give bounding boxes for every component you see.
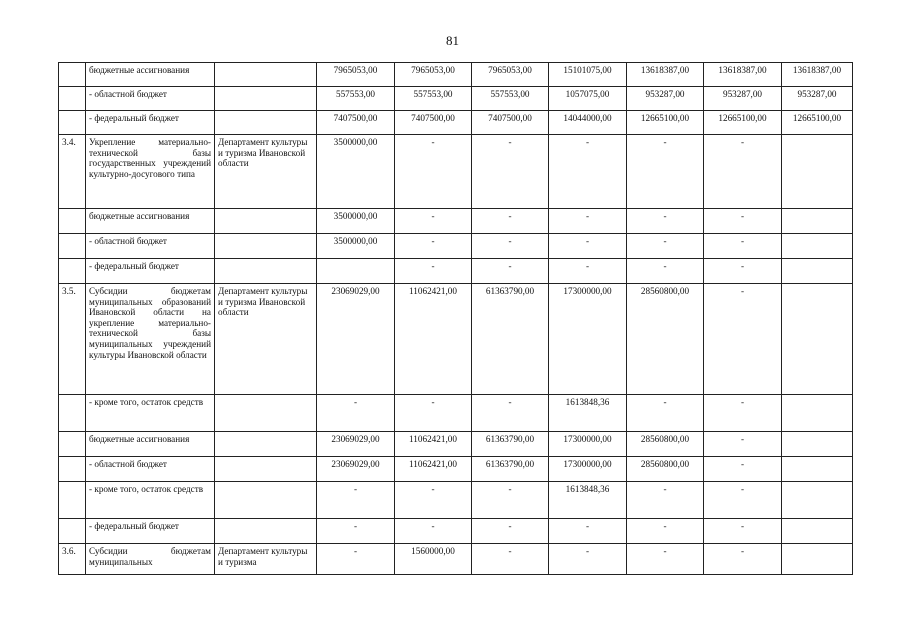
row-number-cell [59,457,86,482]
amount-cell [782,544,853,575]
section-row-35 [59,284,853,395]
amount-cell: 1613848,36 [549,395,627,432]
amount-cell [782,234,853,259]
amount-cell: - [549,135,627,209]
description-cell: - кроме того, остаток средств [86,482,215,519]
amount-cell: - [472,519,549,544]
amount-cell: 28560800,00 [627,432,704,457]
amount-cell: 17300000,00 [549,457,627,482]
description-cell: Укрепление материально-технической базы государственных учреждений культурно-досугового типа [86,135,215,209]
amount-cell: 3500000,00 [317,234,395,259]
description-cell: - областной бюджет [86,87,215,111]
description-cell: - федеральный бюджет [86,111,215,135]
row-number-cell [59,111,86,135]
description-cell: Субсидии бюджетам муниципальных образований Ивановской области на укрепление материально-технической базы муниципальных учреждений культуры Ивановской области [86,284,215,395]
amount-cell: - [704,432,782,457]
amount-cell: 7407500,00 [395,111,472,135]
table-row [59,234,853,259]
amount-cell: - [317,395,395,432]
amount-cell [782,284,853,395]
amount-cell: 3500000,00 [317,135,395,209]
description-cell: бюджетные ассигнования [86,432,215,457]
amount-cell: - [627,482,704,519]
amount-cell: 1613848,36 [549,482,627,519]
amount-cell: 11062421,00 [395,432,472,457]
amount-cell: - [549,234,627,259]
row-number-cell [59,63,86,87]
amount-cell: - [627,519,704,544]
amount-cell: - [704,209,782,234]
row-number-cell [59,395,86,432]
amount-cell: - [549,544,627,575]
amount-cell: 17300000,00 [549,284,627,395]
amount-cell: 23069029,00 [317,284,395,395]
description-cell: бюджетные ассигнования [86,63,215,87]
amount-cell: 953287,00 [704,87,782,111]
row-number-cell: 3.6. [59,544,86,575]
amount-cell: - [704,482,782,519]
amount-cell: - [549,519,627,544]
table-row [59,519,853,544]
amount-cell: - [472,259,549,284]
amount-cell: - [627,234,704,259]
department-cell [215,482,317,519]
amount-cell: - [549,209,627,234]
amount-cell [782,135,853,209]
amount-cell: - [472,209,549,234]
amount-cell [782,482,853,519]
amount-cell: 23069029,00 [317,457,395,482]
amount-cell: - [627,259,704,284]
amount-cell: 7407500,00 [317,111,395,135]
amount-cell: 61363790,00 [472,284,549,395]
amount-cell: - [627,544,704,575]
amount-cell: - [472,482,549,519]
row-number-cell [59,519,86,544]
amount-cell: - [395,259,472,284]
description-cell: - областной бюджет [86,234,215,259]
amount-cell: 12665100,00 [627,111,704,135]
amount-cell: - [627,209,704,234]
amount-cell: - [472,544,549,575]
amount-cell: - [704,259,782,284]
amount-cell: 3500000,00 [317,209,395,234]
department-cell [215,63,317,87]
amount-cell: - [395,482,472,519]
amount-cell: 12665100,00 [782,111,853,135]
department-cell [215,209,317,234]
amount-cell: - [704,395,782,432]
row-number-cell [59,432,86,457]
amount-cell: 13618387,00 [782,63,853,87]
row-number-cell [59,87,86,111]
amount-cell [782,432,853,457]
amount-cell: - [317,482,395,519]
table-row [59,111,853,135]
amount-cell: 11062421,00 [395,457,472,482]
amount-cell: - [395,519,472,544]
amount-cell: - [317,519,395,544]
amount-cell: 1560000,00 [395,544,472,575]
amount-cell: - [627,395,704,432]
amount-cell: 15101075,00 [549,63,627,87]
department-cell: Департамент культуры и туризма Ивановской области [215,284,317,395]
amount-cell: 23069029,00 [317,432,395,457]
amount-cell: - [627,135,704,209]
amount-cell: 557553,00 [395,87,472,111]
department-cell [215,457,317,482]
amount-cell: 953287,00 [627,87,704,111]
description-cell: - федеральный бюджет [86,519,215,544]
department-cell: Департамент культуры и туризма Ивановской области [215,135,317,209]
description-cell: - кроме того, остаток средств [86,395,215,432]
amount-cell: 7965053,00 [395,63,472,87]
amount-cell: 14044000,00 [549,111,627,135]
amount-cell: - [549,259,627,284]
amount-cell: - [704,234,782,259]
amount-cell: 12665100,00 [704,111,782,135]
table-row [59,87,853,111]
description-cell: Субсидии бюджетам муниципальных [86,544,215,575]
table-row [59,432,853,457]
row-number-cell [59,209,86,234]
amount-cell: 61363790,00 [472,432,549,457]
department-cell [215,87,317,111]
amount-cell: 7407500,00 [472,111,549,135]
department-cell [215,432,317,457]
table-row [59,209,853,234]
amount-cell: 28560800,00 [627,457,704,482]
table-row [59,482,853,519]
amount-cell: - [395,209,472,234]
table-row [59,457,853,482]
row-number-cell [59,234,86,259]
department-cell [215,395,317,432]
department-cell: Департамент культуры и туризма [215,544,317,575]
amount-cell [317,259,395,284]
amount-cell: - [704,544,782,575]
table-row [59,395,853,432]
amount-cell: 1057075,00 [549,87,627,111]
department-cell [215,234,317,259]
table-row [59,259,853,284]
amount-cell: - [317,544,395,575]
section-row-34 [59,135,853,209]
row-number-cell: 3.4. [59,135,86,209]
amount-cell: 557553,00 [472,87,549,111]
description-cell: бюджетные ассигнования [86,209,215,234]
amount-cell: 11062421,00 [395,284,472,395]
amount-cell [782,395,853,432]
amount-cell [782,457,853,482]
section-row-36 [59,544,853,575]
page-number: 81 [446,33,459,48]
department-cell [215,259,317,284]
amount-cell: 7965053,00 [472,63,549,87]
budget-table [58,62,853,575]
amount-cell: 28560800,00 [627,284,704,395]
row-number-cell [59,259,86,284]
amount-cell: 13618387,00 [704,63,782,87]
amount-cell: - [395,135,472,209]
amount-cell: 7965053,00 [317,63,395,87]
amount-cell: - [395,395,472,432]
table-row [59,63,853,87]
department-cell [215,519,317,544]
amount-cell [782,259,853,284]
row-number-cell: 3.5. [59,284,86,395]
description-cell: - федеральный бюджет [86,259,215,284]
amount-cell: - [472,135,549,209]
amount-cell [782,209,853,234]
amount-cell: - [704,519,782,544]
amount-cell: 953287,00 [782,87,853,111]
row-number-cell [59,482,86,519]
amount-cell: - [704,135,782,209]
amount-cell [782,519,853,544]
amount-cell: 17300000,00 [549,432,627,457]
amount-cell: 13618387,00 [627,63,704,87]
amount-cell: 557553,00 [317,87,395,111]
amount-cell: - [472,395,549,432]
amount-cell: - [704,284,782,395]
amount-cell: - [472,234,549,259]
amount-cell: - [395,234,472,259]
amount-cell: - [704,457,782,482]
amount-cell: 61363790,00 [472,457,549,482]
department-cell [215,111,317,135]
description-cell: - областной бюджет [86,457,215,482]
